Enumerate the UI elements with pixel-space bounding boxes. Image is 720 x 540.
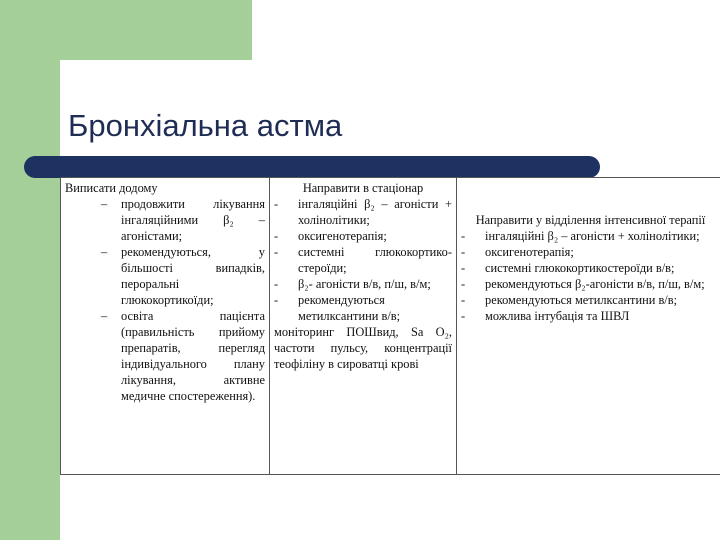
table-row <box>61 178 720 475</box>
list-item: – продовжити лікування інгаляційними β₂ – агоністами; <box>101 197 265 243</box>
list-item: - інгаляційні β₂ – агоністи + холінолітики; <box>274 197 452 227</box>
list-item: – рекомендуються, у більшості випадків, пероральні глюкокортикоїди; <box>101 245 265 307</box>
list-item: - рекомендуються метилксантини в/в; <box>461 293 678 307</box>
list-item: - системні глюкокортикостероїди в/в; <box>461 261 675 275</box>
title-underline-bar <box>24 156 600 178</box>
list-item: - рекомендуються метилксантини в/в; <box>274 293 401 323</box>
list-item: – освіта пацієнта (правильність прийому препаратів, перегляд індивідуального плану лікування, активне медичне спостереження). <box>101 309 265 403</box>
list-item: - β₂- агоністи в/в, п/ш, в/м; <box>274 277 431 291</box>
list-item: - оксигенотерапія; <box>274 229 387 243</box>
icu-list <box>461 228 720 324</box>
list-item: - системні глюкокортико-стероїди; <box>274 245 452 275</box>
icu-spacer <box>461 180 720 212</box>
icu-heading: Направити у відділення інтенсивної терапії <box>475 213 706 227</box>
green-left-band <box>0 0 60 540</box>
list-item: - оксигенотерапія; <box>461 245 574 259</box>
hospital-list <box>274 196 452 324</box>
list-item: - рекомендуються β₂-агоністи в/в, п/ш, в/м; <box>461 277 705 291</box>
discharge-list <box>65 196 265 404</box>
slide-title: Бронхіальна астма <box>68 108 343 143</box>
hospital-cell <box>270 178 457 475</box>
list-item: - інгаляційні β₂ – агоністи + холінолітики; <box>461 229 700 243</box>
treatment-table <box>60 177 720 475</box>
hospital-heading: Направити в стаціонар <box>302 181 424 195</box>
discharge-home-cell <box>61 178 270 475</box>
monitoring-text: моніторинг ПОШвид, Sa O₂, частоти пульсу, концентрації теофіліну в сироватці крові <box>274 325 452 371</box>
discharge-heading: Виписати додому <box>65 181 158 195</box>
icu-cell <box>457 178 720 475</box>
list-item: - можлива інтубація та ШВЛ <box>461 309 630 323</box>
